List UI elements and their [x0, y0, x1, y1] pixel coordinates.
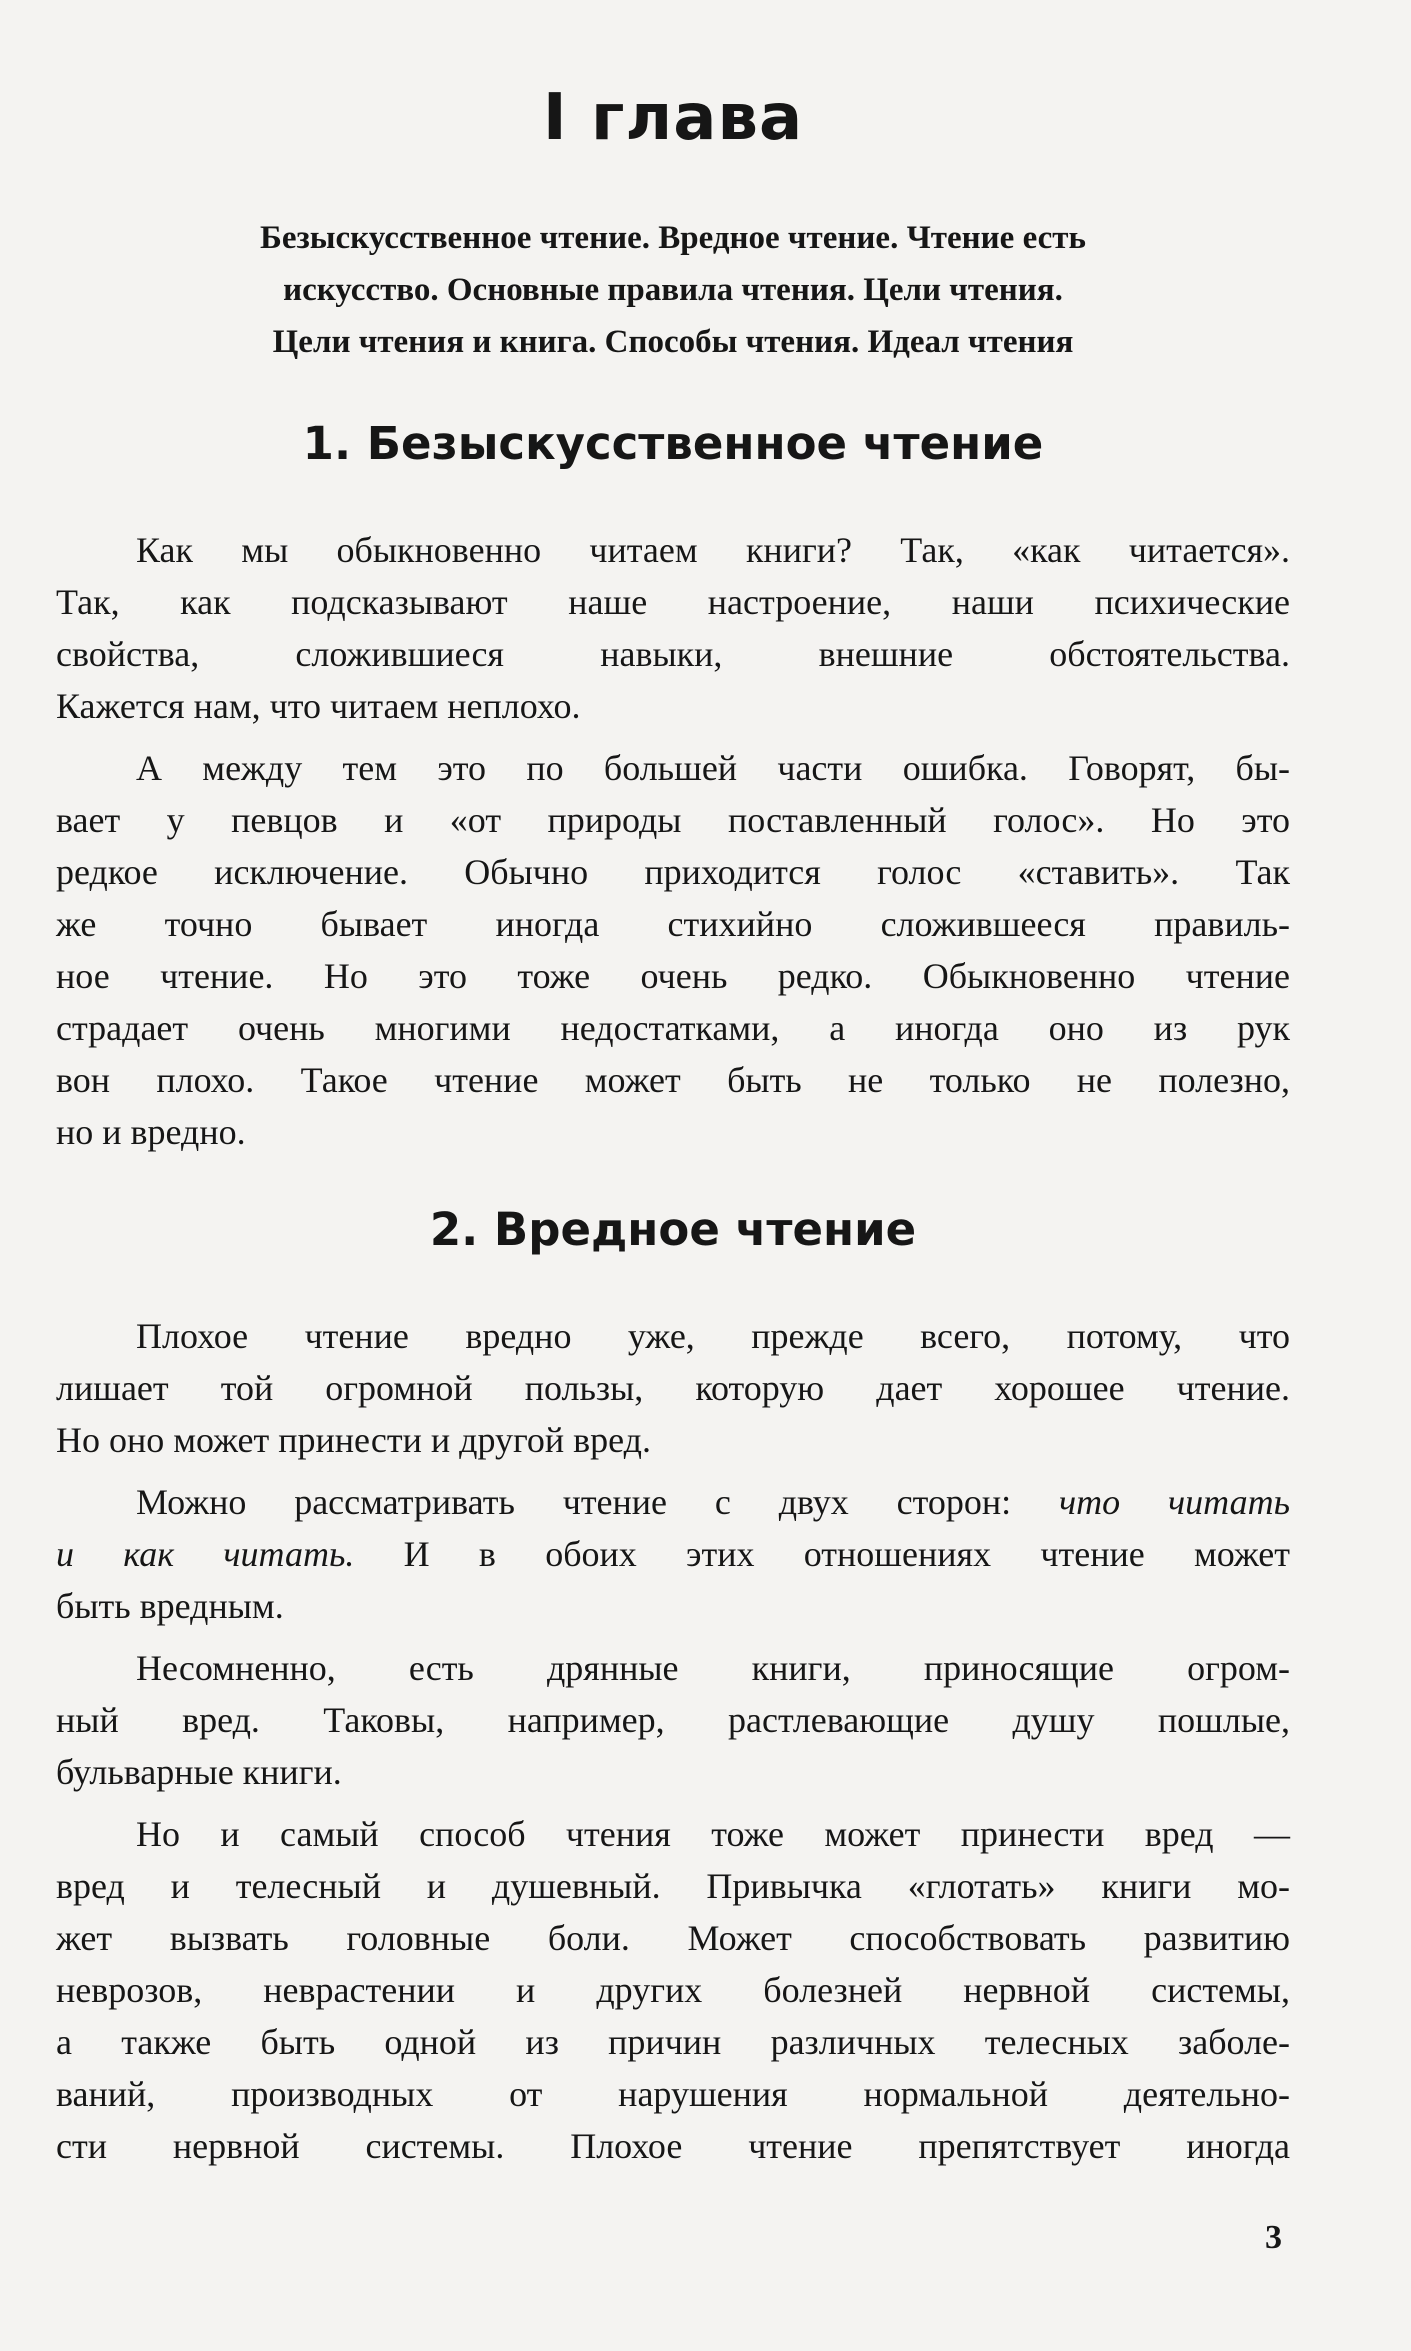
text-line	[136, 1476, 1290, 1528]
text-line: но и вредно.	[56, 1112, 246, 1152]
text-line: ный вред. Таковы, например, растлевающие душу пошлые,	[56, 1700, 1290, 1740]
text-line: А между тем это по большей части ошибка. Говорят, бы-	[136, 748, 1290, 788]
text-line: страдает очень многими недостатками, а иногда оно из рук	[56, 1008, 1290, 1048]
text-line: вред и телесный и душевный. Привычка «глотать» книги мо-	[56, 1866, 1290, 1906]
text-line: Но и самый способ чтения тоже может принести вред —	[136, 1814, 1290, 1854]
italic-text: и как читать.	[56, 1534, 355, 1574]
text-line: вон плохо. Такое чтение может быть не только не полезно,	[56, 1060, 1290, 1100]
text-line: свойства, сложившиеся навыки, внешние обстоятельства.	[56, 634, 1290, 674]
text-line: жет вызвать головные боли. Может способствовать развитию	[56, 1918, 1290, 1958]
text-line: Как мы обыкновенно читаем книги? Так, «как читается».	[136, 530, 1290, 570]
text-line: Так, как подсказывают наше настроение, наши психические	[56, 582, 1290, 622]
book-page	[56, 0, 1290, 2351]
text-line: неврозов, неврастении и других болезней нервной системы,	[56, 1970, 1290, 2010]
text-line: быть вредным.	[56, 1586, 284, 1626]
text-line: Несомненно, есть дрянные книги, приносящие огром-	[136, 1648, 1290, 1688]
text-line: вает у певцов и «от природы поставленный голос». Но это	[56, 800, 1290, 840]
text-line: лишает той огромной пользы, которую дает хорошее чтение.	[56, 1368, 1290, 1408]
contents-line: Безыскусственное чтение. Вредное чтение. Чтение есть	[260, 220, 1086, 256]
text-line: редкое исключение. Обычно приходится голос «ставить». Так	[56, 852, 1290, 892]
text-line: Плохое чтение вредно уже, прежде всего, потому, что	[136, 1316, 1290, 1356]
text-line: а также быть одной из причин различных телесных заболе-	[56, 2022, 1290, 2062]
text-line	[56, 1528, 1290, 1580]
page-number: 3	[1265, 2219, 1282, 2256]
text-line: Но оно может принести и другой вред.	[56, 1420, 651, 1460]
text-span: Можно рассматривать чтение с двух сторон:	[136, 1482, 1059, 1522]
section-title-1: 1. Безыскусственное чтение	[302, 417, 1044, 470]
text-line: ное чтение. Но это тоже очень редко. Обыкновенно чтение	[56, 956, 1290, 996]
text-span: И в обоих этих отношениях чтение может	[354, 1534, 1290, 1574]
section-title-2: 2. Вредное чтение	[429, 1203, 917, 1256]
contents-line: искусство. Основные правила чтения. Цели чтения.	[283, 272, 1063, 308]
text-line: Кажется нам, что читаем неплохо.	[56, 686, 581, 726]
chapter-contents	[56, 212, 1290, 368]
chapter-title: I глава	[542, 81, 804, 155]
text-line: сти нервной системы. Плохое чтение препятствует иногда	[56, 2126, 1290, 2166]
text-line: бульварные книги.	[56, 1752, 342, 1792]
italic-text: что читать	[1058, 1482, 1290, 1522]
contents-line: Цели чтения и книга. Способы чтения. Идеал чтения	[272, 324, 1074, 360]
text-line: ваний, производных от нарушения нормальной деятельно-	[56, 2074, 1290, 2114]
text-line: же точно бывает иногда стихийно сложившееся правиль-	[56, 904, 1290, 944]
